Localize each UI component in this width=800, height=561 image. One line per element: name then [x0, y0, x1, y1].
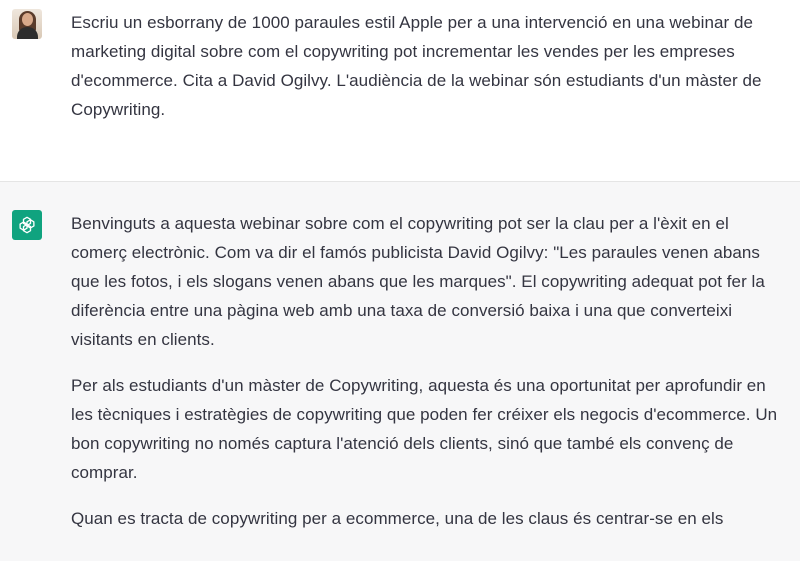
- openai-logo-icon: [12, 210, 42, 240]
- assistant-paragraph: Per als estudiants d'un màster de Copywriting, aquesta és una oportunitat per aprofundir en les tècniques i estratègies de copywriting que poden fer créixer els negocis d'ecommerce. Un bon copywriting no només captura l'atenció dels clients, sinó que també els convenç de comprar.: [71, 376, 778, 482]
- assistant-message-text: [71, 209, 786, 550]
- assistant-message: [0, 182, 800, 561]
- user-message: [0, 0, 800, 182]
- assistant-paragraph: Quan es tracta de copywriting per a ecommerce, una de les claus és centrar-se en els: [71, 509, 724, 528]
- user-message-text: Escriu un esborrany de 1000 paraules estil Apple per a una intervenció en una webinar de marketing digital sobre com el copywriting pot incrementar les vendes per les empreses d'ecommerce. Cita a David Ogilvy. L'audiència de la webinar són estudiants d'un màster de Copywriting.: [71, 13, 762, 119]
- assistant-paragraph: Benvinguts a aquesta webinar sobre com el copywriting pot ser la clau per a l'èxit en el comerç electrònic. Com va dir el famós publicista David Ogilvy: "Les paraules venen abans que les fotos, i els slogans venen abans que les marques". El copywriting adequat pot fer la diferència entre una pàgina web amb una taxa de conversió baixa i una que converteixi visitants en clients.: [71, 214, 765, 349]
- user-avatar: [12, 9, 42, 39]
